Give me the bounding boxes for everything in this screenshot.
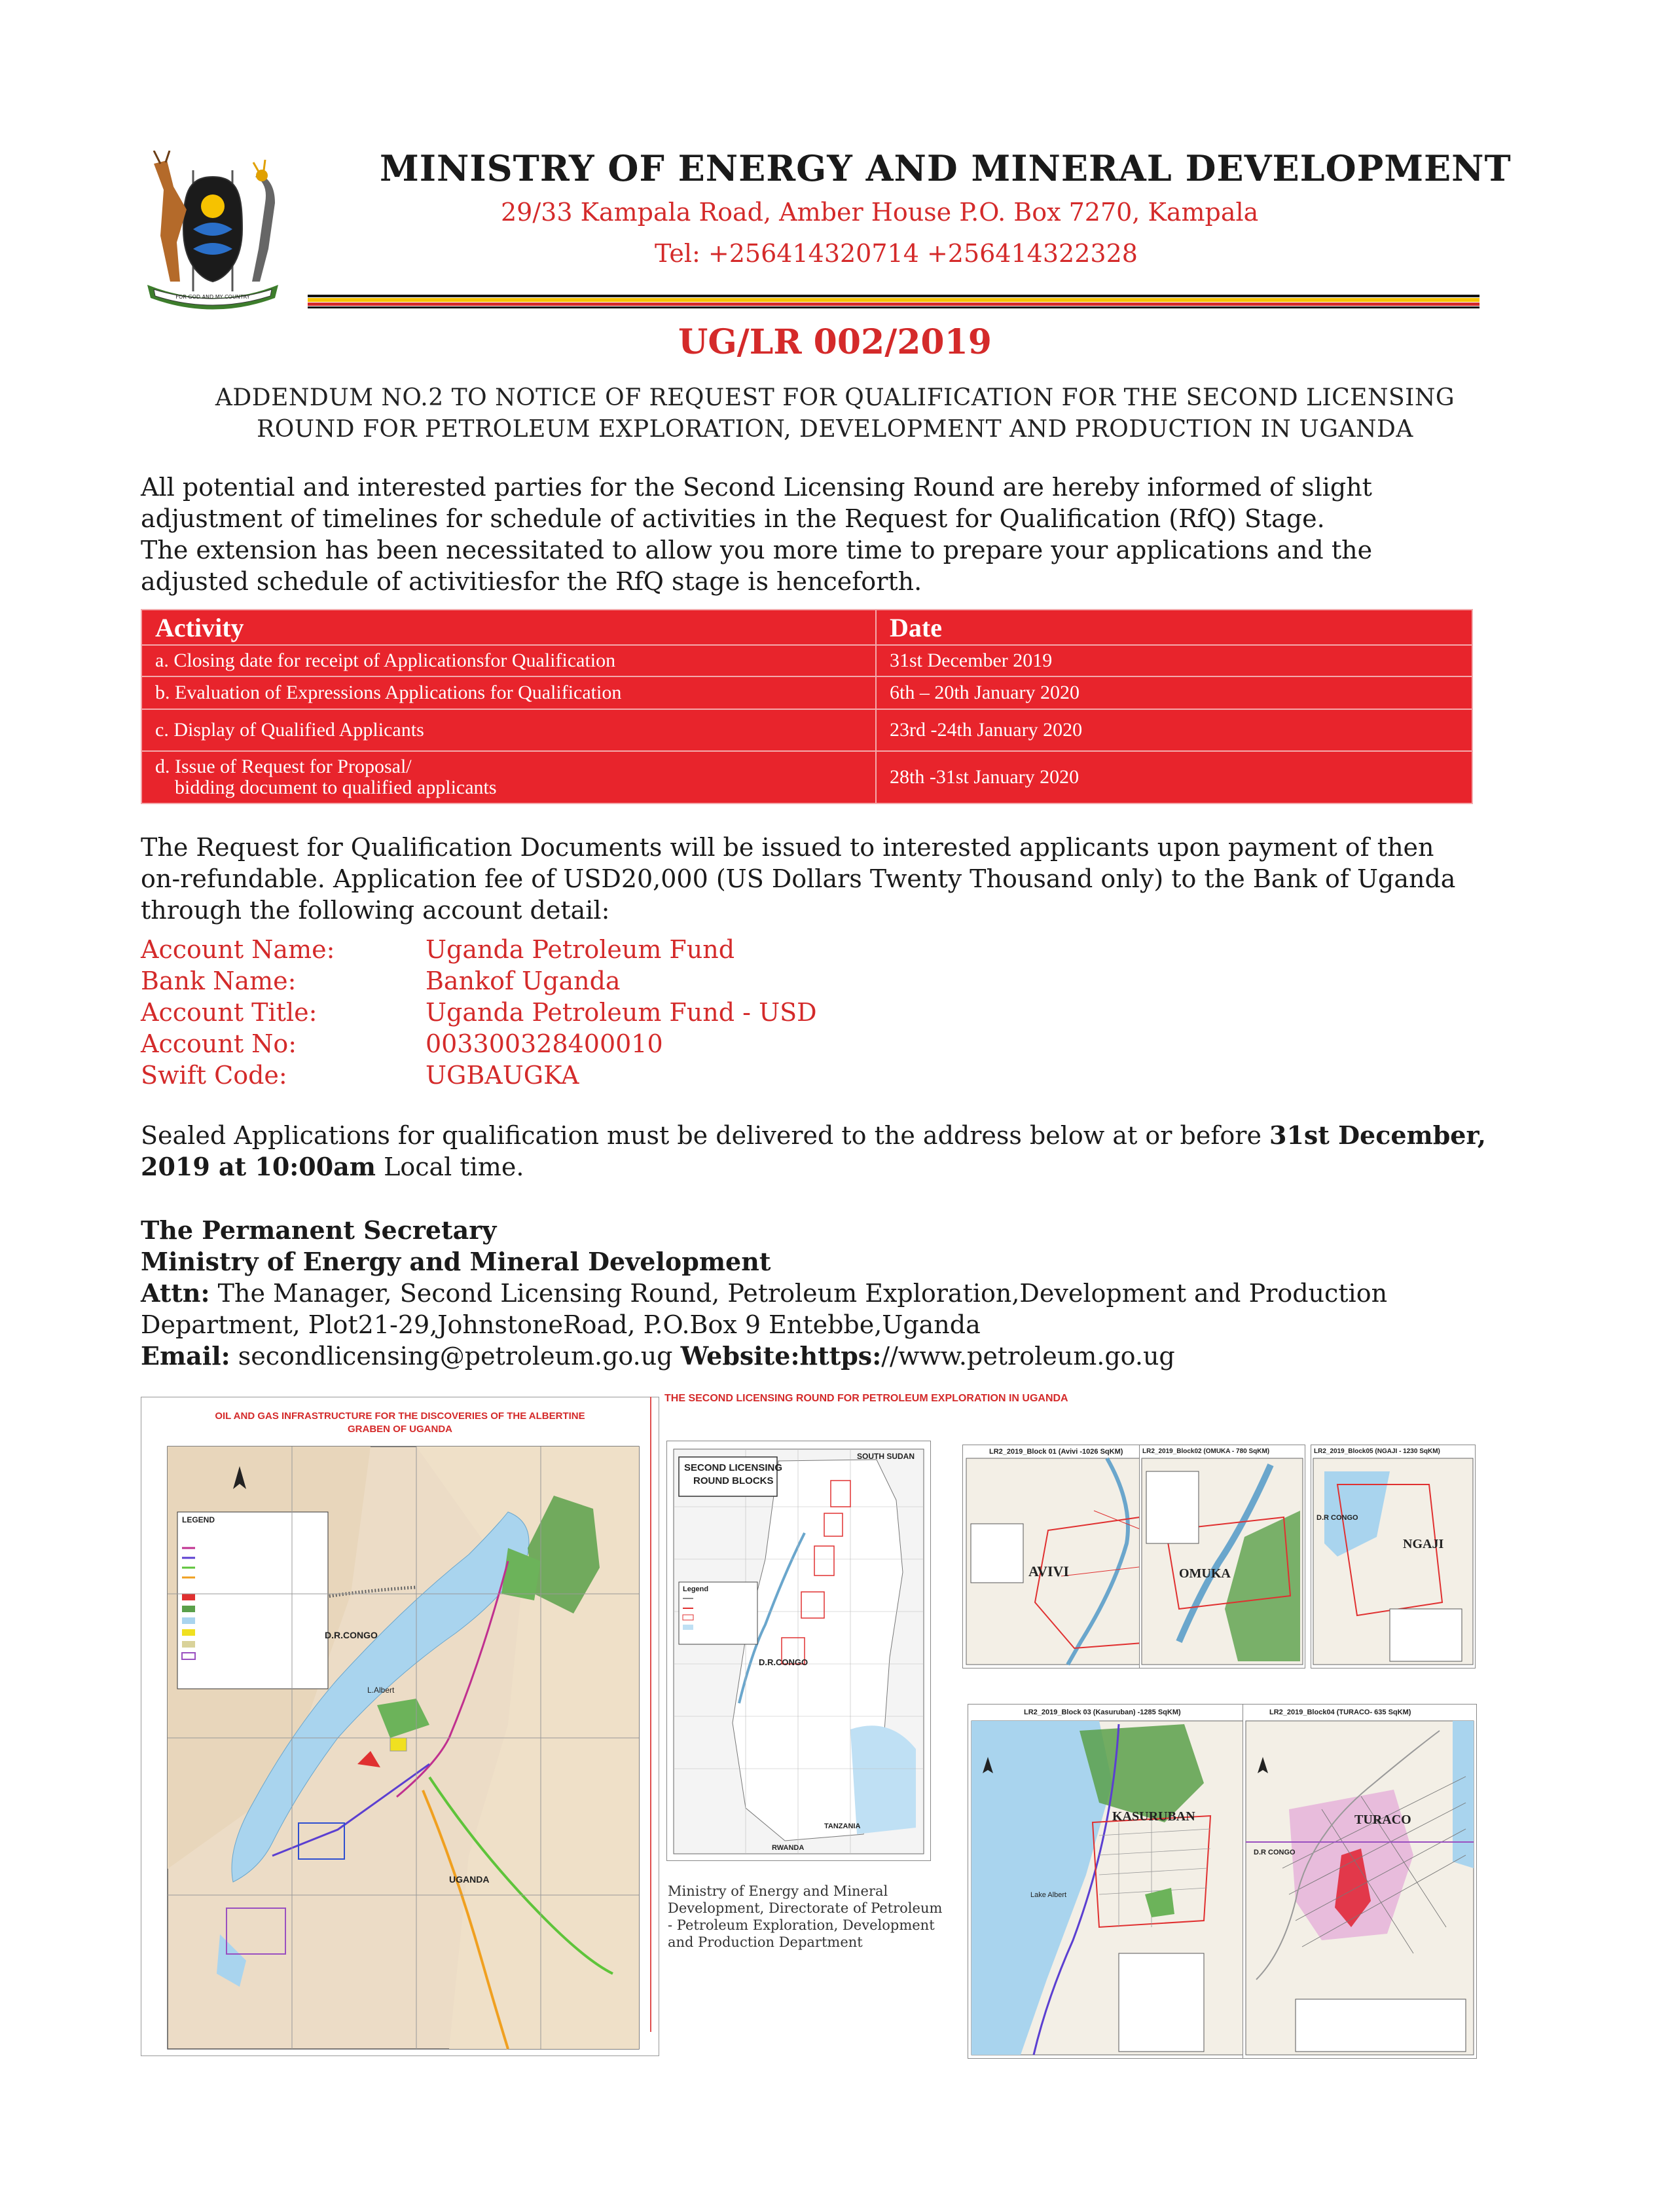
- attn-line: [141, 1278, 1516, 1309]
- account-title-value: Uganda Petroleum Fund - USD: [426, 998, 817, 1027]
- activity-line-2: bidding document to qualified applicants: [175, 777, 497, 798]
- intro-line-4: adjusted schedule of activitiesfor the RfQ stage is henceforth.: [141, 567, 922, 596]
- ministry-title: MINISTRY OF ENERGY AND MINERAL DEVELOPMENT: [380, 147, 1512, 189]
- deadline-date: 31st December,: [1269, 1120, 1486, 1150]
- infrastructure-map: [141, 1397, 659, 2055]
- infrastructure-legend-title: LEGEND: [182, 1515, 215, 1524]
- account-name-value: Uganda Petroleum Fund: [426, 935, 735, 964]
- table-row: [141, 645, 1472, 676]
- drc-label: D.R.CONGO: [325, 1630, 378, 1640]
- sealed-text: Sealed Applications for qualification must be delivered to the address below at or before: [141, 1121, 1270, 1150]
- blocks-drc-label: D.R.CONGO: [759, 1657, 808, 1667]
- crest-motto: FOR GOD AND MY COUNTRY: [175, 294, 250, 300]
- date-cell: 23rd -24th January 2020: [876, 709, 1472, 751]
- activity-cell: [141, 751, 876, 803]
- tanzania-label: TANZANIA: [824, 1822, 861, 1830]
- schedule-header-row: [141, 610, 1472, 645]
- table-row: [141, 709, 1472, 751]
- postal-address: Department, Plot21-29,JohnstoneRoad, P.O.Box 9 Entebbe,Uganda: [141, 1310, 981, 1339]
- flag-stripe-red: [308, 303, 1479, 306]
- blocks-map-title-1: SECOND LICENSING: [684, 1462, 783, 1473]
- rwanda-label: RWANDA: [772, 1844, 805, 1852]
- table-row: [141, 751, 1472, 803]
- infrastructure-map-title-2: GRABEN OF UGANDA: [348, 1424, 452, 1435]
- activity-cell: c. Display of Qualified Applicants: [141, 709, 876, 751]
- schedule-table: [141, 609, 1473, 804]
- activity-header: Activity: [141, 610, 876, 645]
- block-02-name: OMUKA: [1179, 1566, 1231, 1581]
- ministry-address: 29/33 Kampala Road, Amber House P.O. Box 7270, Kampala: [501, 198, 1259, 227]
- attn-text: The Manager, Second Licensing Round, Petroleum Exploration,Development and Production: [209, 1279, 1388, 1308]
- rfq-paragraph: [141, 832, 1489, 926]
- email-label: Email:: [141, 1341, 230, 1371]
- block-05-map-panel: [1311, 1445, 1476, 1668]
- date-cell: 28th -31st January 2020: [876, 751, 1472, 803]
- bank-name-label: Bank Name:: [141, 967, 297, 995]
- addendum-line-1: ADDENDUM NO.2 TO NOTICE OF REQUEST FOR QUALIFICATION FOR THE SECOND LICENSING: [215, 384, 1455, 411]
- flag-stripe-black-top: [308, 295, 1479, 297]
- block-01-name: AVIVI: [1028, 1563, 1069, 1579]
- block-05-map: [1311, 1445, 1475, 1668]
- block-04-map-panel: [1243, 1704, 1477, 2059]
- infrastructure-map-title-1: OIL AND GAS INFRASTRUCTURE FOR THE DISCOVERIES OF THE ALBERTINE: [215, 1410, 585, 1422]
- rfq-line-2: on-refundable. Application fee of USD20,000 (US Dollars Twenty Thousand only) to the Bank of Uganda: [141, 864, 1456, 893]
- table-row: [141, 676, 1472, 709]
- block-01-title: LR2_2019_Block 01 (Avivi -1026 SqKM): [989, 1448, 1123, 1456]
- account-no-value: 003300328400010: [426, 1029, 663, 1058]
- block-03-title: LR2_2019_Block 03 (Kasuruban) -1285 SqKM): [1024, 1708, 1181, 1716]
- date-cell: 6th – 20th January 2020: [876, 676, 1472, 709]
- licensing-round-title: THE SECOND LICENSING ROUND FOR PETROLEUM EXPLORATION IN UGANDA: [664, 1393, 1068, 1404]
- account-title-label: Account Title:: [141, 998, 318, 1027]
- attn-label: Attn:: [141, 1278, 210, 1308]
- reference-number: UG/LR 002/2019: [678, 322, 992, 362]
- email-link[interactable]: secondlicensing@petroleum.go.ug: [230, 1342, 681, 1371]
- block-04-drc-label: D.R CONGO: [1254, 1849, 1296, 1856]
- licensing-blocks-map-panel: [666, 1441, 931, 1861]
- contact-line: [141, 1340, 1516, 1372]
- block-03-name: KASURUBAN: [1112, 1809, 1195, 1824]
- ministry-telephone: Tel: +256414320714 +256414322328: [655, 239, 1138, 268]
- account-name-label: Account Name:: [141, 935, 335, 964]
- swift-code-label: Swift Code:: [141, 1061, 287, 1090]
- addressee-title: The Permanent Secretary: [141, 1215, 497, 1245]
- addendum-heading: [98, 382, 1572, 445]
- figure-divider: [650, 1397, 651, 2032]
- addressee-ministry: Ministry of Energy and Mineral Development: [141, 1247, 771, 1276]
- activity-cell: b. Evaluation of Expressions Applications for Qualification: [141, 676, 876, 709]
- sealed-text-end: Local time.: [376, 1152, 524, 1181]
- coat-of-arms: [141, 151, 285, 311]
- intro-line-1: All potential and interested parties for the Second Licensing Round are hereby informed of slight: [141, 473, 1372, 502]
- block-04-name: TURACO: [1354, 1813, 1411, 1827]
- intro-line-2: adjustment of timelines for schedule of activities in the Request for Qualification (RfQ) Stage.: [141, 504, 1325, 533]
- sealed-applications-paragraph: [141, 1120, 1489, 1183]
- lake-albert-label: L.Albert: [367, 1686, 395, 1695]
- licensing-blocks-map: [667, 1441, 930, 1860]
- south-sudan-label: SOUTH SUDAN: [857, 1452, 915, 1461]
- website-link[interactable]: //www.petroleum.go.ug: [881, 1342, 1175, 1371]
- infrastructure-map-panel: [141, 1397, 659, 2056]
- block-05-drc-label: D.R CONGO: [1316, 1514, 1358, 1522]
- activity-line-1: d. Issue of Request for Proposal/: [155, 756, 412, 777]
- block-04-title: LR2_2019_Block04 (TURACO- 635 SqKM): [1269, 1708, 1411, 1716]
- block-05-name: NGAJI: [1403, 1537, 1444, 1551]
- block-02-title: LR2_2019_Block02 (OMUKA - 780 SqKM): [1142, 1448, 1270, 1455]
- addendum-line-2: ROUND FOR PETROLEUM EXPLORATION, DEVELOPMENT AND PRODUCTION IN UGANDA: [257, 416, 1413, 443]
- block-02-map-panel: [1139, 1445, 1305, 1668]
- bank-name-value: Bankof Uganda: [426, 967, 621, 995]
- lake-albert-block-label: Lake Albert: [1030, 1891, 1067, 1899]
- block-04-map: [1243, 1705, 1476, 2058]
- date-cell: 31st December 2019: [876, 645, 1472, 676]
- flag-stripe-black-bottom: [308, 306, 1479, 308]
- block-02-map: [1140, 1445, 1305, 1668]
- block-05-title: LR2_2019_Block05 (NGAJI - 1230 SqKM): [1314, 1448, 1440, 1455]
- flag-stripe-yellow: [308, 298, 1479, 302]
- blocks-legend-title: Legend: [683, 1585, 709, 1593]
- rfq-line-1: The Request for Qualification Documents will be issued to interested applicants upon payment of then: [141, 833, 1434, 862]
- activity-cell: a. Closing date for receipt of Applicationsfor Qualification: [141, 645, 876, 676]
- deadline-time: 2019 at 10:00am: [141, 1152, 376, 1181]
- intro-line-3: The extension has been necessitated to allow you more time to prepare your applications and the: [141, 536, 1373, 564]
- swift-code-value: UGBAUGKA: [426, 1061, 579, 1090]
- blocks-map-title-2: ROUND BLOCKS: [693, 1475, 774, 1486]
- intro-paragraph: [141, 471, 1502, 597]
- map-credit: Ministry of Energy and Mineral Development, Directorate of Petroleum - Petroleum Exploration, Development and Production Department: [668, 1883, 943, 1950]
- website-label: Website:https:: [680, 1341, 882, 1371]
- date-header: Date: [876, 610, 1472, 645]
- rfq-line-3: through the following account detail:: [141, 896, 610, 925]
- account-no-label: Account No:: [141, 1029, 297, 1058]
- uganda-label: UGANDA: [449, 1874, 490, 1885]
